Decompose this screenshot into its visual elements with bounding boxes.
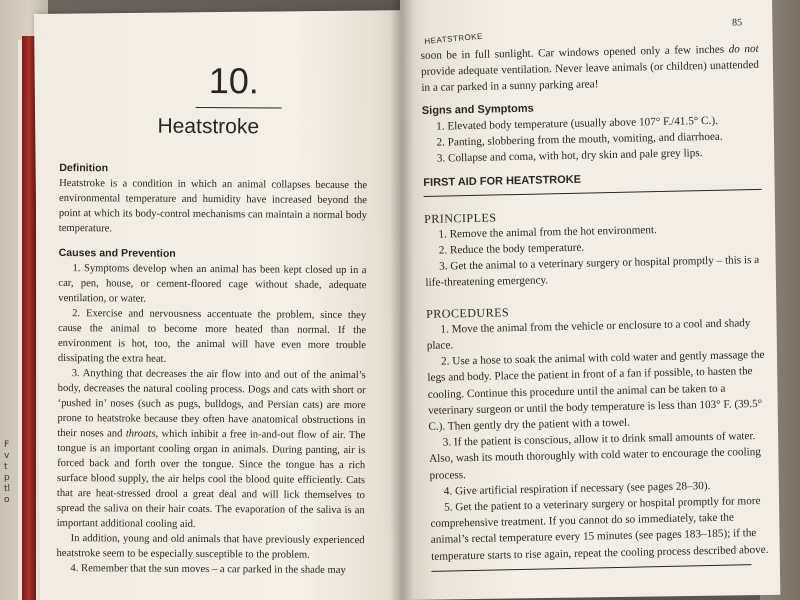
book-cover-edge [22,36,36,600]
running-head: HEATSTROKE [424,31,484,46]
side-letter: tl [4,484,11,494]
causes-paragraph-3 [57,366,366,533]
signs-list [422,112,761,168]
definition-heading: Definition [59,161,109,175]
side-letter: t [4,462,8,472]
causes-paragraph-1: 1. Symptoms develop when an animal has been kept closed up in a car, pen, house, or cement-floored cage without shade, adequate ventilation, or water. [58,263,367,305]
chapter-rule [196,107,282,109]
principles-list [424,220,763,292]
signs-heading: Signs and Symptoms [421,102,534,117]
list-item: 4. Give artificial respiration if necessary (see pages 28–30). [443,479,711,498]
definition-text: Heatstroke is a condition in which an animal collapses because the environmental temperature and humidity have increased beyond the point at which its body-control mechanisms can maintain a normal body temperature. [58,177,368,235]
book-gutter [390,0,414,600]
list-item: 1. Move the animal from the vehicle or enclosure to a cool and shady place. [426,316,751,352]
list-item: 2. Panting, slobbering from the mouth, vomiting, and diarrhoea. [436,130,723,149]
principles-heading: PRINCIPLES [423,210,497,226]
procedures-heading: PROCEDURES [425,304,510,321]
continuation-paragraph [421,41,760,97]
causes-heading: Causes and Prevention [58,246,176,260]
continuation-part-b: provide adequate ventilation. Never leave animals (or children) unattended in a car parked in a sunny parking area! [420,59,760,95]
procedures-list [426,315,769,565]
continuation-part-a: soon be in full sunlight. Car windows opened only a few inches [420,43,729,62]
causes-p3-part-a: 3. Anything that decreases the air flow into and out of the animal’s body, decreases the natural cooling process. Dogs and cats with short or ‘pushed in’ noses (such as pugs, bulldogs, and Persian cats) are more prone to heatstroke because they often have anatomical obstructions in their noses and [57,368,366,440]
continuation-emphasis: do not [728,42,759,56]
underlying-page-letters [4,440,16,506]
side-letter: o [4,495,10,505]
causes-paragraph-4: In addition, young and old animals that have previously experienced heatstroke seem to be especially susceptible to the problem. [56,533,365,561]
left-page-text [56,56,368,578]
list-item: 3. If the patient is conscious, allow it to drink small amounts of water. Also, wash its mouth thoroughly with cold water to encourage the cooling process. [429,430,762,482]
causes-p3-part-b: , which inhibit a free in-and-out flow of air. The tongue is an important cooling organ in animals. During panting, air is forced back and forth over the tongue. Since the tongue has a rich surface blood supply, the air helps cool the blood quite efficiently. Cats that are heat-stressed drool a great deal and will lick themselves to spread the saliva on their hair coats. The evaporation of the saliva is an important additional cooling aid. [56,428,366,530]
list-item: 3. Get the animal to a veterinary surgery or hospital promptly – this is a life-threatening emergency. [425,254,760,290]
first-aid-heading: FIRST AID FOR HEATSTROKE [423,174,582,190]
side-letter: p [4,473,10,483]
list-item: 2. Use a hose to soak the animal with cold water and gently massage the legs and body. Place the patient in front of a fan if possible, to hasten the cooling. Continue this procedure until the animal can be taken to a veterinary surgeon or until the body temperature is less than 103° F. (39.5° C.). Then gently dry the patient with a towel. [427,349,765,433]
causes-p3-emphasis: throats [125,428,156,440]
causes-paragraph-2: 2. Exercise and nervousness accentuate the problem, since they cause the animal to become more heated than normal. If the environment is hot, too, the animal will have even more trouble dissipating the extra heat. [57,308,367,365]
chapter-title: Heatstroke [157,114,260,139]
list-item: 1. Elevated body temperature (usually above 107° F./41.5° C.). [436,114,719,133]
page-number: 85 [731,17,743,29]
side-letter: F [4,440,10,450]
list-item: 5. Get the patient to a veterinary surgery or hospital promptly for more comprehensive treatment. If you cannot do so immediately, take the animal’s rectal temperature every 15 minutes (see pages 183–185); if the temperature starts to rise again, repeat the cooling process described above. [430,495,769,563]
chapter-number: 10. [208,60,259,102]
side-letter: v [4,451,10,461]
right-page-text [420,15,769,572]
list-item: 1. Remove the animal from the hot environment. [438,223,657,241]
causes-paragraph-5: 4. Remember that the sun moves – a car parked in the shade may [70,563,346,577]
list-item: 3. Collapse and coma, with hot, dry skin and pale grey lips. [436,147,703,165]
list-item: 2. Reduce the body temperature. [438,241,585,257]
